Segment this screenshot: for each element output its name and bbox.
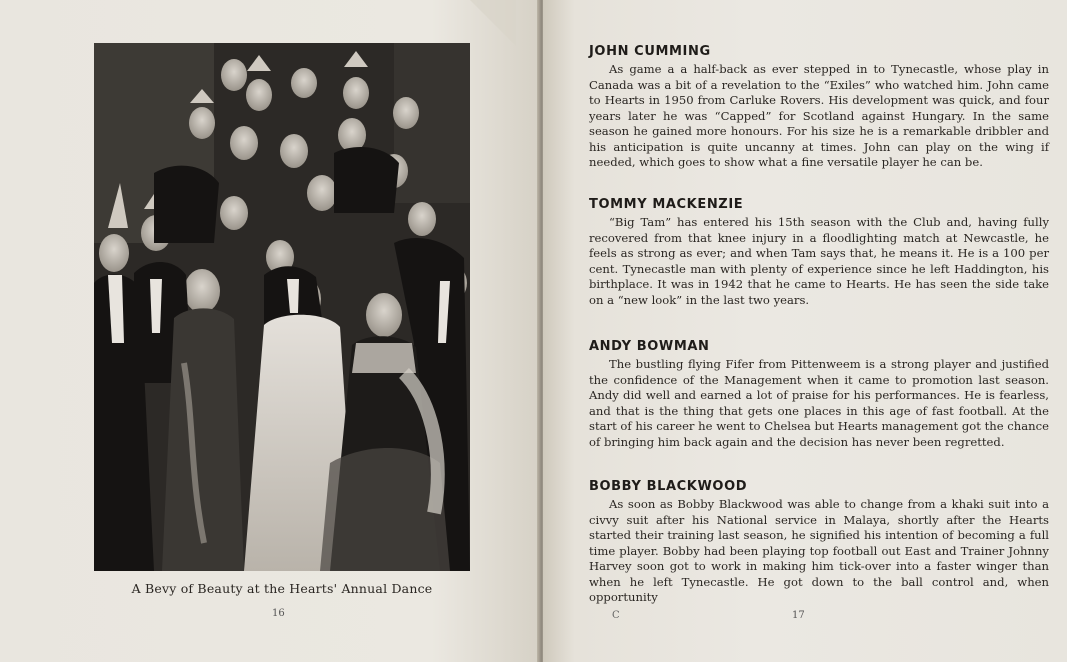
photo-illustration [94,43,470,571]
article-body: The bustling flying Fifer from Pittenweem is a strong player and justified the confidence of the Management when it came to promotion last season. Andy did well and earned a lot of praise for his performances. He is fearless, and that is the thing that gets one places in this age of fast football. At the start of his career he went to Chelsea but Hearts management got the chance of bringing him back again and the decision has never been regretted. [589,357,1049,449]
page-number-left: 16 [272,608,285,619]
article-john-cumming [589,44,1049,171]
article-heading: TOMMY MACKENZIE [589,197,744,212]
article-tommy-mackenzie [589,197,1049,308]
dance-photograph [94,43,470,571]
article-heading: JOHN CUMMING [589,44,711,59]
article-body: “Big Tam” has entered his 15th season with the Club and, having fully recovered from that knee injury in a floodlighting match at Newcastle, he feels as strong as ever; and when Tam says that, he means it. He is a 100 per cent. Tynecastle man with plenty of experience since he left Haddington, his birthplace. It was in 1942 that he came to Hearts. He has seen the side take on a “new look” in the last two years. [589,215,1049,307]
right-page [543,0,1067,662]
page-corner-fold [470,0,516,46]
article-andy-bowman [589,339,1049,450]
page-number-right: 17 [792,610,805,621]
article-body: As soon as Bobby Blackwood was able to change from a khaki suit into a civvy suit after his National service in Malaya, shortly after the Hearts started their training last season, he signified his intention of becoming a full time player. Bobby had been playing top football out East and Trainer Johnny Harvey soon got to work in making him tick-over into a faster winger than when he left Tynecastle. He got down to the ball control and, when opportunity [589,497,1049,604]
signature-mark: C [612,610,620,621]
photo-caption: A Bevy of Beauty at the Hearts' Annual Dance [131,581,433,596]
article-bobby-blackwood [589,479,1049,606]
article-heading: BOBBY BLACKWOOD [589,479,748,494]
article-heading: ANDY BOWMAN [589,339,710,354]
article-body: As game a a half-back as ever stepped in to Tynecastle, whose play in Canada was a bit of a revelation to the “Exiles” who watched him. John came to Hearts in 1950 from Carluke Rovers. His development was quick, and four years later he was “Capped” for Scotland against Hungary. In the same season he gained more honours. For his size he is a remarkable dribbler and his anticipation is quite uncanny at times. John can play on the wing if needed, which goes to show what a fine versatile player he can be. [589,62,1049,169]
